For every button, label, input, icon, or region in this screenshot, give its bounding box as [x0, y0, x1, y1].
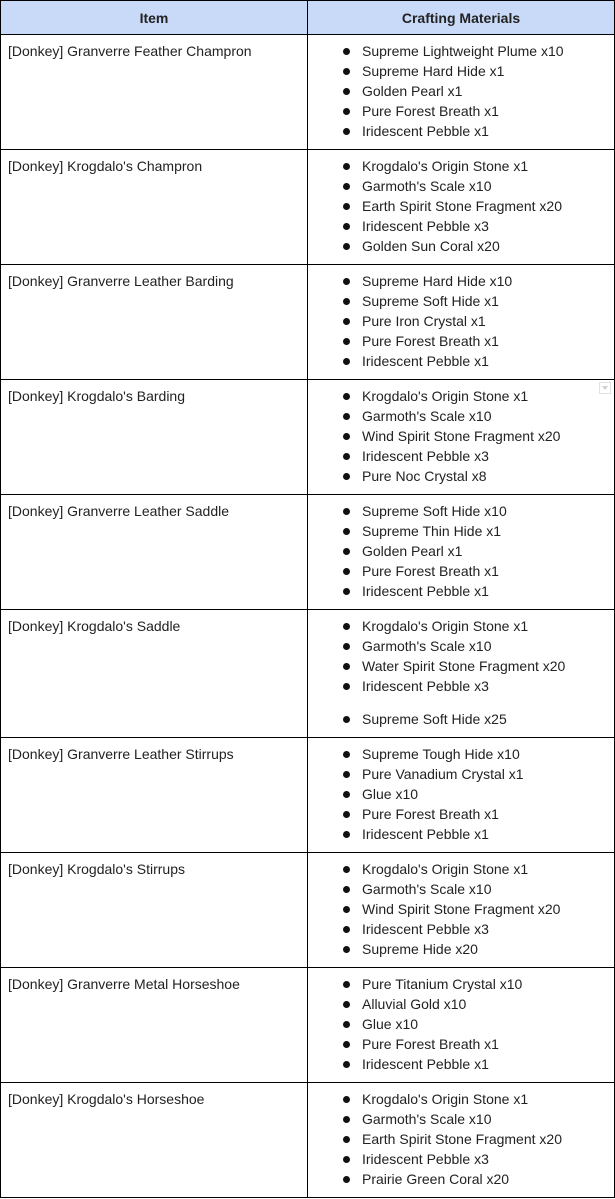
list-item: Glue x10 [308, 784, 610, 804]
bullet-icon [343, 1156, 350, 1163]
list-item: Pure Forest Breath x1 [308, 101, 610, 121]
bullet-icon [343, 906, 350, 913]
bullet-icon [343, 163, 350, 170]
list-item: Garmoth's Scale x10 [308, 1109, 610, 1129]
item-name: [Donkey] Krogdalo's Stirrups [8, 861, 185, 877]
item-cell[interactable] [1, 1083, 308, 1198]
header-row [1, 1, 615, 35]
materials-cell[interactable] [308, 738, 615, 853]
bullet-icon [343, 278, 350, 285]
bullet-icon [343, 831, 350, 838]
bullet-icon [343, 393, 350, 400]
bullet-icon [343, 751, 350, 758]
bullet-icon [343, 48, 350, 55]
bullet-icon [343, 223, 350, 230]
bullet-icon [343, 811, 350, 818]
materials-cell[interactable] [308, 853, 615, 968]
item-name: [Donkey] Granverre Leather Stirrups [8, 746, 234, 762]
table-row [1, 968, 615, 1083]
list-item: Earth Spirit Stone Fragment x20 [308, 1129, 610, 1149]
materials-list [308, 616, 610, 729]
materials-list [308, 386, 610, 486]
list-item: Pure Forest Breath x1 [308, 561, 610, 581]
bullet-icon [343, 88, 350, 95]
list-item: Iridescent Pebble x3 [308, 919, 610, 939]
list-item: Wind Spirit Stone Fragment x20 [308, 426, 610, 446]
table-row [1, 150, 615, 265]
bullet-icon [343, 1096, 350, 1103]
bullet-icon [343, 1021, 350, 1028]
list-item: Supreme Tough Hide x10 [308, 744, 610, 764]
bullet-icon [343, 508, 350, 515]
bullet-icon [343, 946, 350, 953]
table-row [1, 380, 615, 495]
materials-cell[interactable] [308, 380, 615, 495]
list-item: Golden Pearl x1 [308, 541, 610, 561]
list-item: Supreme Soft Hide x1 [308, 291, 610, 311]
list-item: Supreme Hard Hide x10 [308, 271, 610, 291]
list-item: Garmoth's Scale x10 [308, 406, 610, 426]
item-cell[interactable] [1, 380, 308, 495]
bullet-icon [343, 298, 350, 305]
materials-list [308, 744, 610, 844]
bullet-icon [343, 716, 350, 723]
list-item: Supreme Lightweight Plume x10 [308, 41, 610, 61]
list-item: Golden Sun Coral x20 [308, 236, 610, 256]
item-name: [Donkey] Granverre Feather Champron [8, 43, 252, 59]
list-item: Garmoth's Scale x10 [308, 176, 610, 196]
materials-list [308, 859, 610, 959]
bullet-icon [343, 548, 350, 555]
materials-cell[interactable] [308, 1083, 615, 1198]
materials-cell[interactable] [308, 968, 615, 1083]
list-item: Alluvial Gold x10 [308, 994, 610, 1014]
list-item: Pure Iron Crystal x1 [308, 311, 610, 331]
bullet-icon [343, 588, 350, 595]
bullet-icon [343, 568, 350, 575]
bullet-icon [343, 1116, 350, 1123]
list-item: Krogdalo's Origin Stone x1 [308, 156, 610, 176]
item-name: [Donkey] Granverre Leather Barding [8, 273, 234, 289]
bullet-icon [343, 643, 350, 650]
materials-list [308, 1089, 610, 1189]
list-item: Earth Spirit Stone Fragment x20 [308, 196, 610, 216]
bullet-icon [343, 1041, 350, 1048]
item-cell[interactable] [1, 610, 308, 738]
list-item: Pure Vanadium Crystal x1 [308, 764, 610, 784]
bullet-icon [343, 243, 350, 250]
table-row [1, 35, 615, 150]
materials-list [308, 974, 610, 1074]
list-item: Supreme Thin Hide x1 [308, 521, 610, 541]
item-name: [Donkey] Granverre Metal Horseshoe [8, 976, 240, 992]
list-item: Krogdalo's Origin Stone x1 [308, 1089, 610, 1109]
item-cell[interactable] [1, 968, 308, 1083]
list-item: Krogdalo's Origin Stone x1 [308, 616, 610, 636]
list-item: Pure Noc Crystal x8 [308, 466, 610, 486]
bullet-icon [343, 866, 350, 873]
table-row [1, 265, 615, 380]
bullet-icon [343, 1061, 350, 1068]
list-item: Pure Forest Breath x1 [308, 331, 610, 351]
item-cell[interactable] [1, 150, 308, 265]
table-row [1, 1083, 615, 1198]
list-item: Iridescent Pebble x1 [308, 824, 610, 844]
materials-list [308, 41, 610, 141]
list-item: Iridescent Pebble x1 [308, 121, 610, 141]
table-row [1, 610, 615, 738]
list-item: Krogdalo's Origin Stone x1 [308, 386, 610, 406]
list-item: Iridescent Pebble x1 [308, 1054, 610, 1074]
materials-cell[interactable] [308, 610, 615, 738]
list-item: Prairie Green Coral x20 [308, 1169, 610, 1189]
list-item: Iridescent Pebble x1 [308, 351, 610, 371]
list-item: Supreme Soft Hide x10 [308, 501, 610, 521]
bullet-icon [343, 108, 350, 115]
item-cell[interactable] [1, 738, 308, 853]
item-cell[interactable] [1, 35, 308, 150]
bullet-icon [343, 683, 350, 690]
list-item: Wind Spirit Stone Fragment x20 [308, 899, 610, 919]
item-name: [Donkey] Krogdalo's Saddle [8, 618, 181, 634]
item-cell[interactable] [1, 265, 308, 380]
materials-list [308, 271, 610, 371]
list-item: Pure Forest Breath x1 [308, 1034, 610, 1054]
bullet-icon [343, 453, 350, 460]
materials-list [308, 501, 610, 601]
bullet-icon [343, 128, 350, 135]
materials-cell[interactable] [308, 35, 615, 150]
bullet-icon [343, 623, 350, 630]
bullet-icon [343, 318, 350, 325]
materials-cell[interactable] [308, 265, 615, 380]
materials-list [308, 156, 610, 256]
bullet-icon [343, 771, 350, 778]
bullet-icon [343, 433, 350, 440]
list-item: Iridescent Pebble x1 [308, 581, 610, 601]
item-name: [Donkey] Krogdalo's Barding [8, 388, 185, 404]
list-item: Krogdalo's Origin Stone x1 [308, 859, 610, 879]
bullet-icon [343, 358, 350, 365]
list-item: Iridescent Pebble x3 [308, 1149, 610, 1169]
bullet-icon [343, 791, 350, 798]
bullet-icon [343, 528, 350, 535]
list-item: Glue x10 [308, 1014, 610, 1034]
header-crafting-materials[interactable]: Crafting Materials [308, 1, 615, 35]
table-row [1, 853, 615, 968]
table-row [1, 738, 615, 853]
bullet-icon [343, 886, 350, 893]
list-item: Iridescent Pebble x3 [308, 676, 610, 696]
bullet-icon [343, 473, 350, 480]
list-item: Iridescent Pebble x3 [308, 216, 610, 236]
item-name: [Donkey] Krogdalo's Horseshoe [8, 1091, 205, 1107]
item-cell[interactable] [1, 853, 308, 968]
bullet-icon [343, 1176, 350, 1183]
list-item: Supreme Hide x20 [308, 939, 610, 959]
list-item: Pure Forest Breath x1 [308, 804, 610, 824]
bullet-icon [343, 1001, 350, 1008]
list-item: Golden Pearl x1 [308, 81, 610, 101]
item-name: [Donkey] Granverre Leather Saddle [8, 503, 230, 519]
item-cell[interactable] [1, 495, 308, 610]
bullet-icon [343, 1136, 350, 1143]
list-item: Supreme Hard Hide x1 [308, 61, 610, 81]
bullet-icon [343, 203, 350, 210]
bullet-icon [343, 183, 350, 190]
item-name: [Donkey] Krogdalo's Champron [8, 158, 203, 174]
list-item: Water Spirit Stone Fragment x20 [308, 656, 610, 676]
table-row [1, 495, 615, 610]
list-item: Garmoth's Scale x10 [308, 636, 610, 656]
list-item: Supreme Soft Hide x25 [308, 709, 610, 729]
bullet-icon [343, 68, 350, 75]
materials-cell[interactable] [308, 495, 615, 610]
bullet-icon [343, 981, 350, 988]
bullet-icon [343, 338, 350, 345]
list-item: Iridescent Pebble x3 [308, 446, 610, 466]
bullet-icon [343, 663, 350, 670]
bullet-icon [343, 413, 350, 420]
header-item[interactable]: Item [1, 1, 308, 35]
list-item: Garmoth's Scale x10 [308, 879, 610, 899]
list-item: Pure Titanium Crystal x10 [308, 974, 610, 994]
bullet-icon [343, 926, 350, 933]
materials-cell[interactable] [308, 150, 615, 265]
